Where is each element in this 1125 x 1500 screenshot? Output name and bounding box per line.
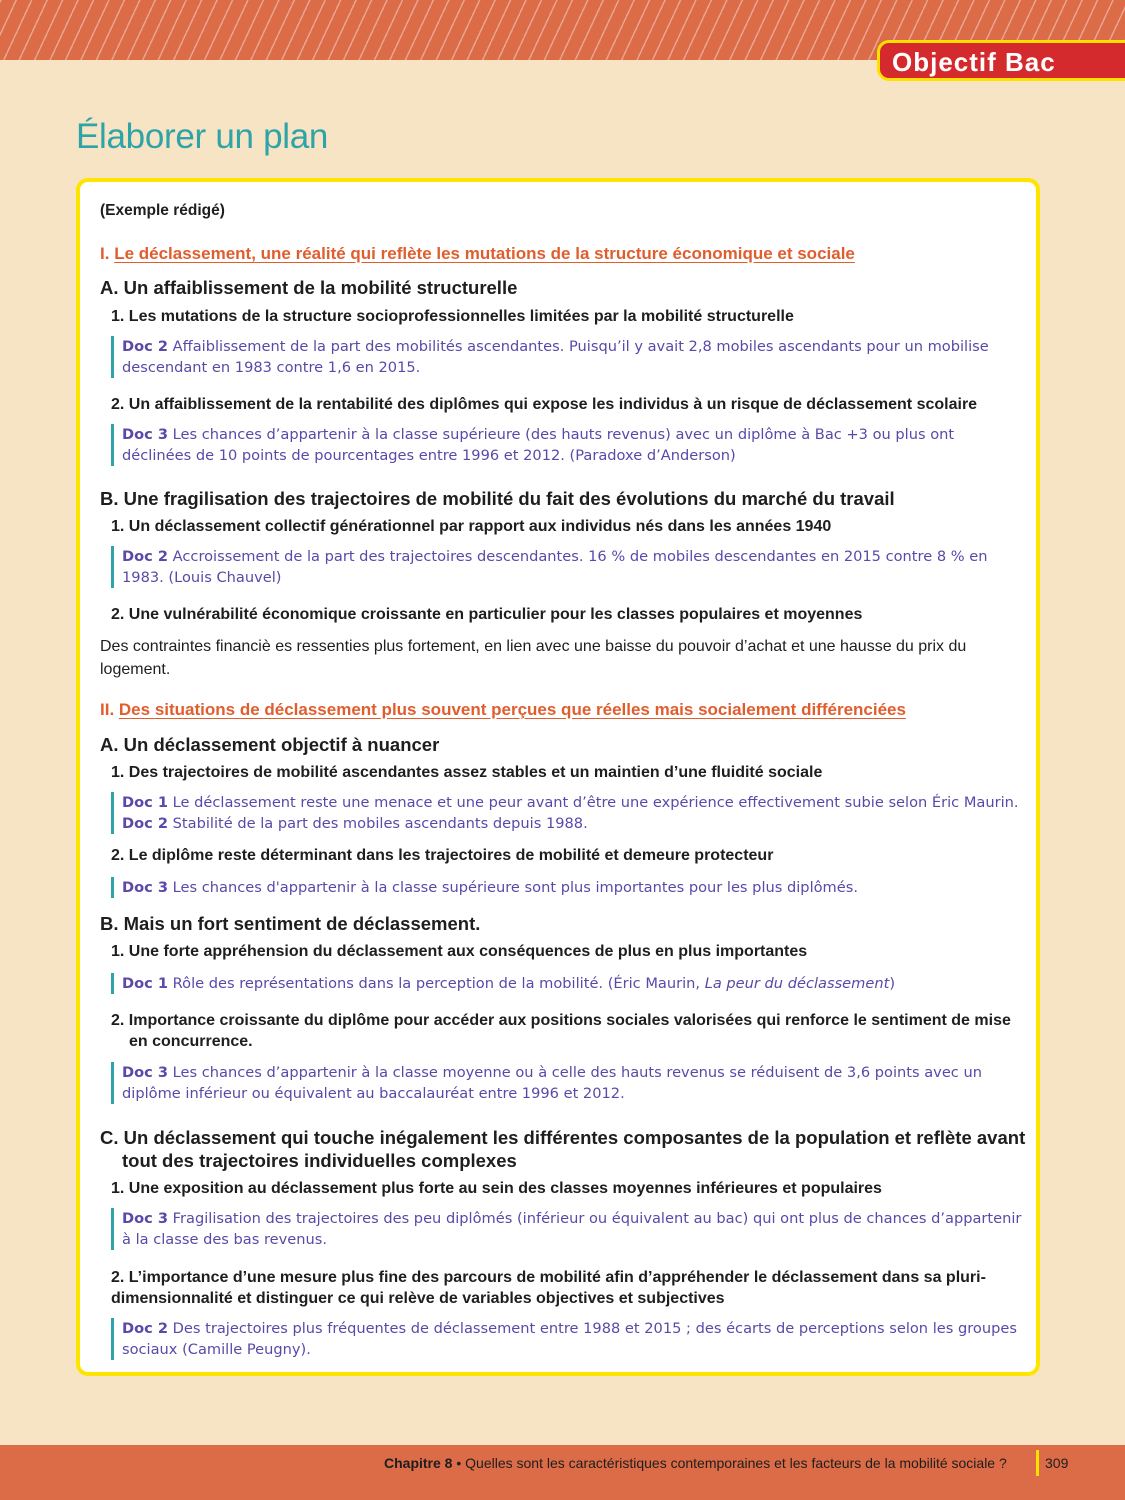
page-number: 309	[1045, 1455, 1069, 1471]
doc-note-1b1: Doc 2 Accroissement de la part des trajectoires descendantes. 16 % de mobiles descendantes en 2015 contre 8 % en 1983. (Louis Chauvel)	[111, 546, 1022, 588]
doc-ref: Doc 1	[122, 975, 169, 992]
doc-ref: Doc 2	[122, 548, 169, 565]
plan-content-box	[76, 178, 1040, 1376]
footer-chapter-line: Chapitre 8 • Quelles sont les caractéristiques contemporaines et les facteurs de la mobilité sociale ?	[384, 1455, 1007, 1471]
doc-ref: Doc 3	[122, 1210, 169, 1227]
chapter-title: Quelles sont les caractéristiques contemporaines et les facteurs de la mobilité sociale ?	[465, 1455, 1007, 1471]
item-1a2-heading: 2. Un affaiblissement de la rentabilité des diplômes qui expose les individus à un risque de déclassement scolaire	[111, 396, 978, 413]
doc-note-1a2: Doc 3 Les chances d’appartenir à la classe supérieure (des hauts revenus) avec un diplôme à Bac +3 ou plus ont déclinées de 10 points de pourcentages entre 1996 et 2012. (Paradoxe d’Anderson)	[111, 424, 1022, 466]
item-2b1-heading: 1. Une forte appréhension du déclassement aux conséquences de plus en plus importantes	[111, 943, 808, 960]
item-2a2-heading: 2. Le diplôme reste déterminant dans les trajectoires de mobilité et demeure protecteur	[111, 847, 774, 864]
item-2c1-heading: 1. Une exposition au déclassement plus forte au sein des classes moyennes inférieures et populaires	[111, 1180, 882, 1197]
doc-ref: Doc 2	[122, 338, 169, 355]
doc-note-2c1: Doc 3 Fragilisation des trajectoires des peu diplômés (inférieur ou équivalent au bac) qui ont plus de chances d’appartenir à la classe des bas revenus.	[111, 1208, 1022, 1250]
part-1-heading	[100, 244, 855, 264]
doc-ref: Doc 3	[122, 426, 169, 443]
item-2a1-heading: 1. Des trajectoires de mobilité ascendantes assez stables et un maintien d’une fluidité sociale	[111, 764, 823, 781]
doc-note-2a2: Doc 3 Les chances d'appartenir à la classe supérieure sont plus importantes pour les plus diplômés.	[111, 877, 1022, 898]
item-1b2-heading: 2. Une vulnérabilité économique croissante en particulier pour les classes populaires et moyennes	[111, 606, 863, 623]
doc-ref: Doc 3	[122, 1064, 169, 1081]
chapter-label: Chapitre 8	[384, 1455, 453, 1471]
item-1b1-heading: 1. Un déclassement collectif générationnel par rapport aux individus nés dans les années 1940	[111, 518, 832, 535]
doc-note-2a1: Doc 1 Le déclassement reste une menace et une peur avant d’être une expérience effectivement subie selon Éric Maurin. Doc 2 Stabilité de la part des mobiles ascendants depuis 1988.	[111, 792, 1022, 834]
doc-ref: Doc 3	[122, 879, 169, 896]
footer-separator	[1036, 1450, 1039, 1476]
footer-band	[0, 1445, 1125, 1500]
doc-note-1a1: Doc 2 Affaiblissement de la part des mobilités ascendantes. Puisqu’il y avait 2,8 mobiles ascendants pour un mobilise descendant en 1983 contre 1,6 en 2015.	[111, 336, 1022, 378]
section-1b-heading: B. Une fragilisation des trajectoires de mobilité du fait des évolutions du marché du travail	[100, 488, 895, 509]
doc-note-2b1: Doc 1 Rôle des représentations dans la perception de la mobilité. (Éric Maurin, La peur du déclassement)	[111, 973, 1022, 994]
doc-ref: Doc 1	[122, 794, 169, 811]
part-2-title: Des situations de déclassement plus souvent perçues que réelles mais socialement différenciées	[118, 700, 906, 719]
item-1b2-text: Des contraintes financiè es ressenties plus fortement, en lien avec une baisse du pouvoir d’achat et une hausse du prix du logement.	[100, 638, 967, 678]
item-1a1-heading: 1. Les mutations de la structure socioprofessionnelles limitées par la mobilité structurelle	[111, 308, 794, 325]
section-1a-heading: A. Un affaiblissement de la mobilité structurelle	[100, 277, 518, 298]
part-1-number: I.	[100, 244, 110, 263]
doc-note-2c2: Doc 2 Des trajectoires plus fréquentes de déclassement entre 1988 et 2015 ; des écarts de perceptions selon les groupes sociaux (Camille Peugny).	[111, 1318, 1022, 1360]
section-2b-heading: B. Mais un fort sentiment de déclassement.	[100, 913, 481, 934]
part-1-title: Le déclassement, une réalité qui reflète les mutations de la structure économique et sociale	[114, 244, 855, 263]
intro-label: (Exemple rédigé)	[100, 202, 225, 219]
doc-note-2b2: Doc 3 Les chances d’appartenir à la classe moyenne ou à celle des hauts revenus se réduisent de 3,6 points avec un diplôme inférieur ou équivalent au baccalauréat entre 1996 et 2012.	[111, 1062, 1022, 1104]
item-2b2-heading: 2. Importance croissante du diplôme pour accéder aux positions sociales valorisées qui renforce le sentiment de mise en concurrence.	[111, 1012, 1011, 1050]
page-title: Élaborer un plan	[76, 117, 329, 156]
book-title: La peur du déclassement	[704, 975, 890, 992]
section-2c-heading: C. Un déclassement qui touche inégalement les différentes composantes de la population et reflète avant tout des trajectoires individuelles complexes	[100, 1127, 1026, 1171]
item-2c2-heading: 2. L’importance d’une mesure plus fine des parcours de mobilité afin d’appréhender le déclassement dans sa pluri- dimensionnalité et distinguer ce qui relève de variables objectives et subjectives	[111, 1269, 986, 1307]
doc-ref: Doc 2	[122, 1320, 169, 1337]
part-2-heading	[100, 700, 906, 720]
section-2a-heading: A. Un déclassement objectif à nuancer	[100, 734, 440, 755]
part-2-number: II.	[100, 700, 115, 719]
doc-ref: Doc 2	[122, 815, 169, 832]
objectif-bac-badge: Objectif Bac	[877, 40, 1125, 81]
